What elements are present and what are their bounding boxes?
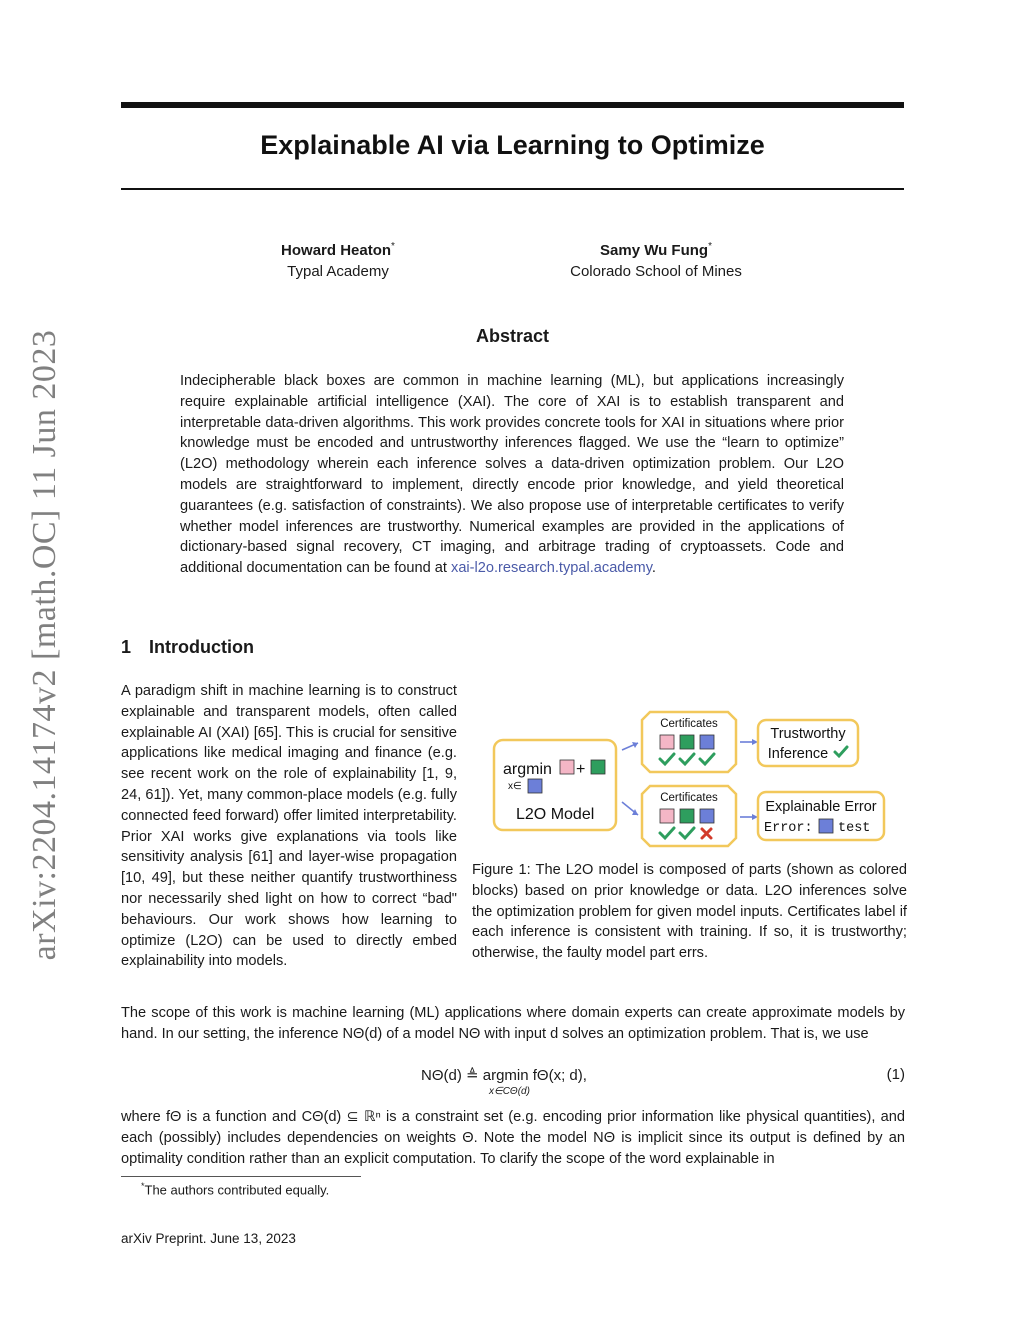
green-block: [591, 760, 605, 774]
figure-caption: Figure 1: The L2O model is composed of parts (shown as colored blocks) based on prior knowledge or data. L2O inferences solve the optimization problem for given model inputs. Certificates label if each inference is consistent with training. If so, it is trustworthy; otherwise, the faulty model part errs.: [472, 862, 907, 962]
arxiv-side-stamp: [22, 329, 67, 961]
author-name: Howard Heaton: [281, 242, 392, 259]
footnote-rule: [121, 1176, 361, 1177]
author-affiliation: Typal Academy: [287, 263, 389, 280]
explainable-error-label: Explainable Error: [765, 799, 877, 815]
trustworthy-label: Trustworthy: [770, 726, 846, 742]
definition-paragraph: where fΘ is a function and CΘ(d) ⊆ ℝⁿ is a constraint set (e.g. encoding prior information like physical quantities), and each (possibly) includes dependencies on weights Θ. Note the model NΘ is implicit since its output is defined by an optimality condition rather than an explicit computation. To clarify the scope of the word explainable in: [121, 1109, 905, 1167]
green-block: [680, 809, 694, 823]
error-suffix: test: [838, 821, 871, 836]
paper-title: Explainable AI via Learning to Optimize: [260, 130, 765, 160]
plus-sign: +: [576, 761, 586, 778]
argmin-subscript: x∈: [508, 781, 522, 792]
title-bottom-rule: [121, 188, 904, 190]
arxiv-id-text: arXiv:2204.14174v2 [math.OC] 11 Jun 2023: [25, 329, 63, 961]
equation-number: (1): [886, 1066, 905, 1083]
pink-block: [660, 809, 674, 823]
equation-main: NΘ(d) ≜ argmin fΘ(x; d),: [421, 1067, 587, 1084]
code-link[interactable]: xai-l2o.research.typal.academy: [451, 560, 652, 577]
footnote-mark: *: [141, 1181, 145, 1191]
abstract-heading: Abstract: [475, 326, 550, 346]
abstract-end: .: [651, 560, 656, 577]
equation-1: [121, 1066, 905, 1102]
blue-block: [819, 819, 833, 833]
green-block: [680, 735, 694, 749]
footnote-text: The authors contributed equally.: [144, 1182, 330, 1198]
pink-block: [560, 760, 574, 774]
blue-block: [700, 809, 714, 823]
error-prefix: Error:: [764, 821, 813, 836]
l2o-model-label: L2O Model: [516, 806, 595, 823]
title-top-rule: [121, 102, 904, 108]
certificate-bottom-label: Certificates: [660, 792, 718, 804]
blue-block: [700, 735, 714, 749]
author-name: Samy Wu Fung: [600, 242, 709, 259]
author-mark: *: [708, 241, 712, 252]
section-number: 1: [121, 637, 132, 657]
equation-subscript: x∈CΘ(d): [489, 1086, 530, 1097]
pink-block: [660, 735, 674, 749]
section-heading: [121, 637, 254, 658]
argmin-label: argmin: [503, 761, 552, 778]
inference-label: Inference: [767, 746, 829, 762]
abstract-body: [180, 371, 844, 579]
footnote: [141, 1181, 329, 1197]
page-footer: arXiv Preprint. June 13, 2023: [121, 1231, 296, 1246]
blue-block: [528, 779, 542, 793]
author-block-1: [208, 236, 468, 282]
scope-paragraph: The scope of this work is machine learning (ML) applications where domain experts can create approximate models by hand. In our setting, the inference NΘ(d) of a model NΘ with input d solves an optimization problem. That is, we use: [121, 1005, 905, 1042]
figure-1-diagram: [488, 700, 908, 850]
author-mark: *: [391, 241, 395, 252]
author-affiliation: Colorado School of Mines: [570, 263, 742, 280]
section-title: Introduction: [149, 637, 254, 657]
intro-paragraph: A paradigm shift in machine learning is to construct explainable and transparent models, often called explainable AI (XAI) [65]. This is crucial for sensitive applications like medical imaging and finance (e.g. see recent work on the role of explainability [1, 9, 24, 61]). Yet, many common-place models (e.g. fully connected feed forward) offer limited interpretability. Prior XAI works give explanations via tools like sensitivity analysis [61] and layer-wise propagation [10, 49], but these neither quantify trustworthiness nor necessarily shed light on how to correct “bad" behaviours. Our work shows how learning to optimize (L2O) can be used to directly embed explainability into models.: [121, 683, 457, 970]
certificate-top-label: Certificates: [660, 718, 718, 730]
author-block-2: [526, 236, 786, 282]
abstract-text: Indecipherable black boxes are common in machine learning (ML), but applications increasingly require explainable artificial intelligence (XAI). The core of XAI is to establish transparent and interpretable data-driven algorithms. This work provides concrete tools for XAI in situations where prior knowledge must be encoded and untrustworthy inferences flagged. We use the “learn to optimize” (L2O) methodology wherein each inference solves a data-driven optimization problem. Our L2O models are straightforward to implement, directly encode prior knowledge, and yield theoretical guarantees (e.g. satisfaction of constraints). We also propose use of interpretable certificates to verify whether model inferences are trustworthy. Numerical examples are provided in the applications of dictionary-based signal recovery, CT imaging, and arbitrage trading of cryptoassets. Code and additional documentation can be found at: [180, 373, 844, 577]
